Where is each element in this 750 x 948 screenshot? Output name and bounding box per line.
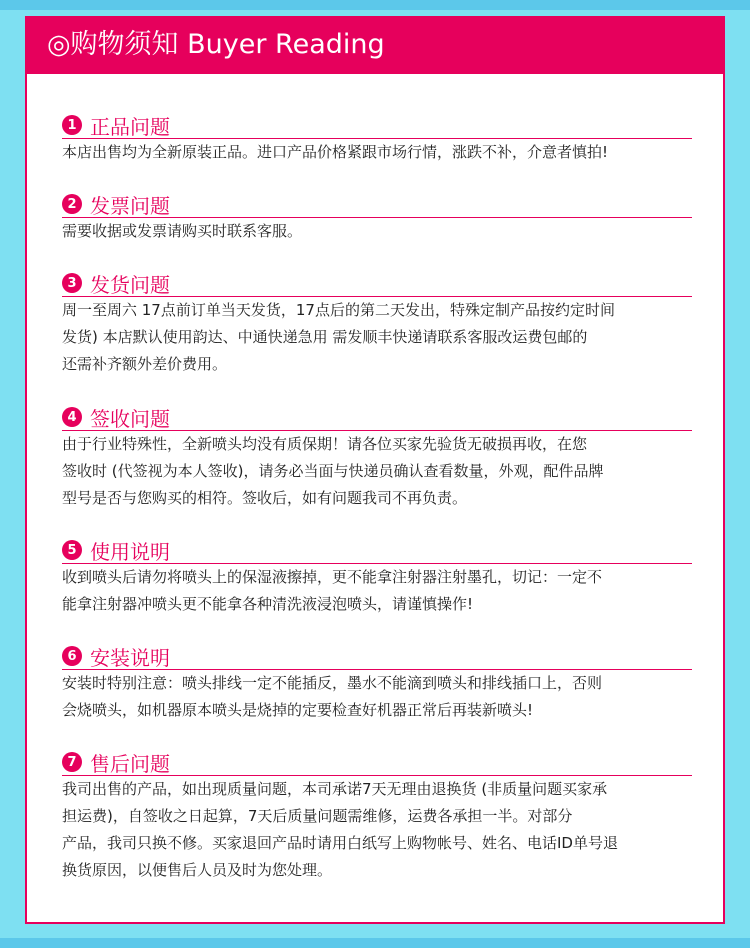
section-title-row <box>62 643 692 670</box>
section-text: 还需补齐额外差价费用。 <box>62 355 228 373</box>
section-text: 会烧喷头，如机器原本喷头是烧掉的定要检查好机器正常后再装新喷头! <box>62 701 534 719</box>
page-title: ◎购物须知 Buyer Reading <box>27 16 723 74</box>
section-text: 我司出售的产品，如出现质量问题，本司承诺7天无理由退换货 (非质量问题买家承 <box>62 780 608 798</box>
section-title: 使用说明 <box>90 539 170 564</box>
section-authenticity <box>62 112 692 166</box>
section-title: 安装说明 <box>90 645 170 670</box>
bottom-stripe <box>0 938 750 948</box>
section-text: 担运费)，自签收之日起算，7天后质量问题需维修，运费各承担一半。对部分 <box>62 807 573 825</box>
number-badge: 1 <box>62 115 82 135</box>
top-stripe <box>0 0 750 10</box>
section-text: 安装时特别注意：喷头排线一定不能插反，墨水不能滴到喷头和排线插口上，否则 <box>62 674 603 692</box>
section-text: 周一至周六 17点前订单当天发货，17点后的第二天发出，特殊定制产品按约定时间 <box>62 301 615 319</box>
section-title: 发货问题 <box>90 272 170 297</box>
section-text: 产品，我司只换不修。买家退回产品时请用白纸写上购物帐号、姓名、电话ID单号退 <box>62 834 618 852</box>
section-title-row <box>62 112 692 139</box>
section-title: 发票问题 <box>90 193 170 218</box>
section-text: 型号是否与您购买的相符。签收后，如有问题我司不再负责。 <box>62 489 468 507</box>
section-receipt <box>62 404 692 512</box>
section-title: 正品问题 <box>90 114 170 139</box>
section-text: 发货) 本店默认使用韵达、中通快递急用 需发顺丰快递请联系客服改运费包邮的 <box>62 328 588 346</box>
section-text: 换货原因，以便售后人员及时为您处理。 <box>62 861 333 879</box>
section-usage <box>62 537 692 618</box>
number-badge: 7 <box>62 752 82 772</box>
section-title: 售后问题 <box>90 751 170 776</box>
section-after-sales <box>62 749 692 884</box>
section-title-row <box>62 191 692 218</box>
number-badge: 4 <box>62 407 82 427</box>
section-text: 收到喷头后请勿将喷头上的保湿液擦掉，更不能拿注射器注射墨孔，切记：一定不 <box>62 568 603 586</box>
section-text: 本店出售均为全新原装正品。进口产品价格紧跟市场行情，涨跌不补，介意者慎拍! <box>62 143 609 161</box>
section-text: 签收时 (代签视为本人签收)，请务必当面与快递员确认查看数量，外观，配件品牌 <box>62 462 604 480</box>
section-text: 由于行业特殊性，全新喷头均没有质保期！请各位买家先验货无破损再收，在您 <box>62 435 588 453</box>
section-installation <box>62 643 692 724</box>
section-title-row <box>62 270 692 297</box>
section-title: 签收问题 <box>90 406 170 431</box>
section-title-row <box>62 537 692 564</box>
number-badge: 3 <box>62 273 82 293</box>
section-shipping <box>62 270 692 378</box>
number-badge: 6 <box>62 646 82 666</box>
number-badge: 2 <box>62 194 82 214</box>
section-title-row <box>62 404 692 431</box>
notice-panel <box>25 16 725 924</box>
section-text: 需要收据或发票请购买时联系客服。 <box>62 222 303 240</box>
section-invoice <box>62 191 692 245</box>
number-badge: 5 <box>62 540 82 560</box>
section-title-row <box>62 749 692 776</box>
section-text: 能拿注射器冲喷头更不能拿各种清洗液浸泡喷头，请谨慎操作! <box>62 595 474 613</box>
